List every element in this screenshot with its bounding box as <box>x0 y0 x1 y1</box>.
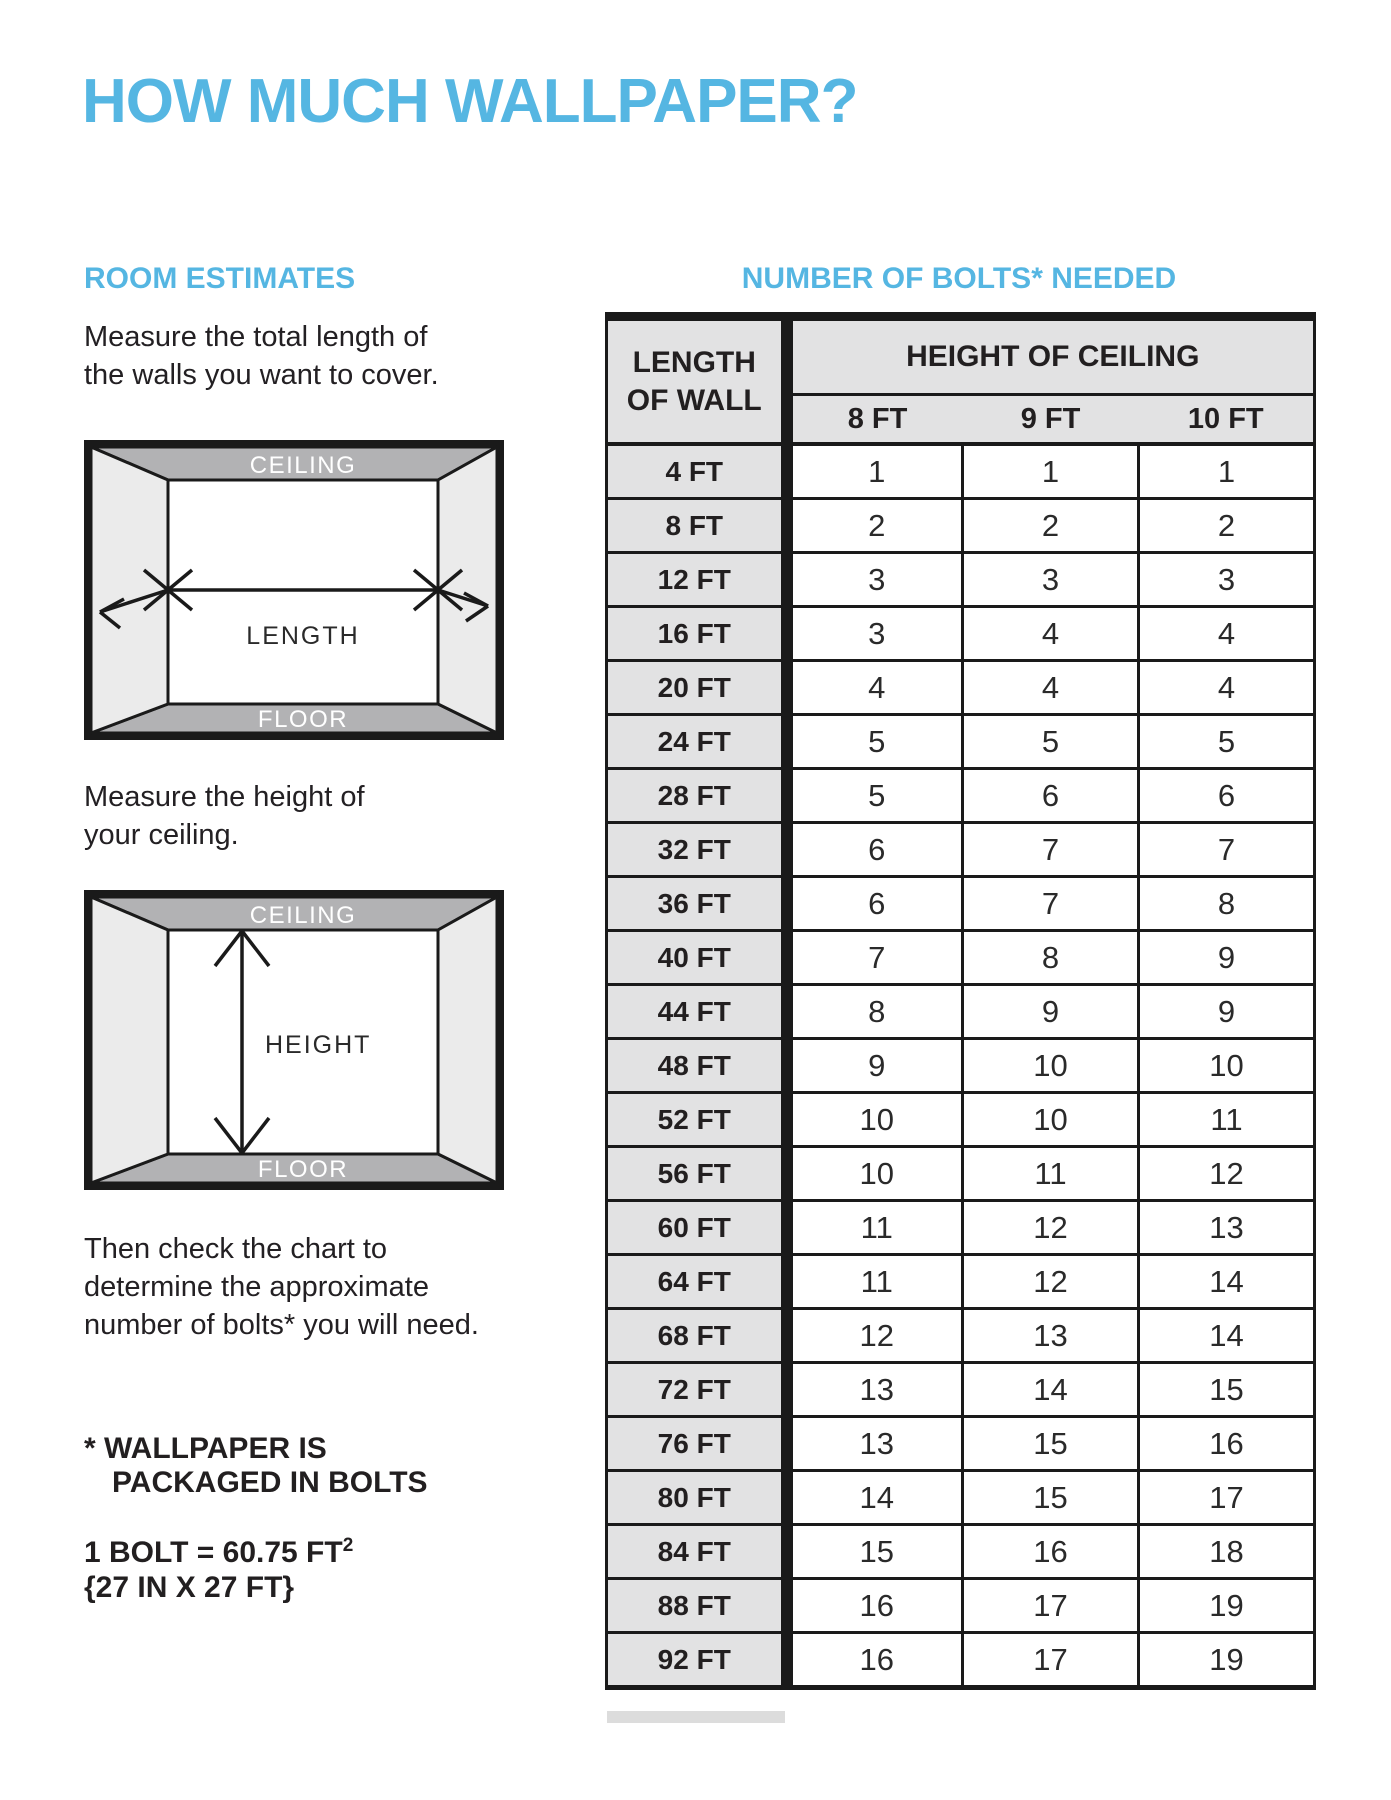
floor-label: FLOOR <box>257 1156 349 1183</box>
bolt-count-cell: 15 <box>963 1471 1139 1525</box>
bolt-count-cell: 8 <box>787 985 963 1039</box>
table-row <box>607 1255 1315 1309</box>
bolt-count-cell: 8 <box>963 931 1139 985</box>
table-row <box>607 553 1315 607</box>
bolts-needed-heading: NUMBER OF BOLTS* NEEDED <box>741 262 1177 295</box>
wall-length-label: 92 FT <box>607 1633 787 1688</box>
wall-length-label: 76 FT <box>607 1417 787 1471</box>
bolt-count-cell: 10 <box>1139 1039 1315 1093</box>
bolt-count-cell: 13 <box>1139 1201 1315 1255</box>
room-estimates-heading: ROOM ESTIMATES <box>84 262 356 295</box>
bolt-count-cell: 18 <box>1139 1525 1315 1579</box>
wall-length-label: 72 FT <box>607 1363 787 1417</box>
bolt-count-cell: 12 <box>963 1255 1139 1309</box>
bolt-count-cell: 11 <box>963 1147 1139 1201</box>
step1-text <box>84 318 439 394</box>
bolt-count-cell: 12 <box>963 1201 1139 1255</box>
ceiling-label: CEILING <box>249 902 357 929</box>
table-row <box>607 661 1315 715</box>
length-room-diagram <box>84 440 504 740</box>
bolt-count-cell: 9 <box>963 985 1139 1039</box>
bolt-count-cell: 15 <box>963 1417 1139 1471</box>
bolt-table-body <box>607 444 1315 1688</box>
step3-line2: determine the approximate <box>84 1271 429 1303</box>
wall-length-label: 40 FT <box>607 931 787 985</box>
wall-length-label: 28 FT <box>607 769 787 823</box>
footnote-line1: * WALLPAPER IS <box>84 1432 327 1465</box>
bolt-count-cell: 5 <box>963 715 1139 769</box>
table-row <box>607 1039 1315 1093</box>
table-row <box>607 607 1315 661</box>
step3-text <box>84 1230 479 1344</box>
wall-length-label: 24 FT <box>607 715 787 769</box>
bolt-count-cell: 7 <box>1139 823 1315 877</box>
bolt-count-cell: 5 <box>1139 715 1315 769</box>
table-row <box>607 1363 1315 1417</box>
bolts-footnote <box>84 1432 428 1500</box>
bolt-count-cell: 4 <box>963 661 1139 715</box>
table-row <box>607 1579 1315 1633</box>
bolt-count-cell: 7 <box>963 823 1139 877</box>
wall-length-label: 88 FT <box>607 1579 787 1633</box>
step1-line2: the walls you want to cover. <box>84 359 439 391</box>
bolt-count-cell: 16 <box>963 1525 1139 1579</box>
right-wall <box>438 447 497 733</box>
bolt-count-cell: 9 <box>787 1039 963 1093</box>
bolt-count-cell: 14 <box>963 1363 1139 1417</box>
bolt-count-cell: 11 <box>787 1255 963 1309</box>
table-row <box>607 931 1315 985</box>
table-row <box>607 1147 1315 1201</box>
wall-length-label: 44 FT <box>607 985 787 1039</box>
bolt-count-cell: 16 <box>787 1579 963 1633</box>
bolt-count-cell: 2 <box>1139 499 1315 553</box>
footnote-line2: PACKAGED IN BOLTS <box>112 1466 428 1499</box>
wall-length-label: 68 FT <box>607 1309 787 1363</box>
table-row <box>607 985 1315 1039</box>
bolt-count-cell: 3 <box>787 607 963 661</box>
table-row <box>607 715 1315 769</box>
wall-length-label: 32 FT <box>607 823 787 877</box>
col-header-9ft: 9 FT <box>963 395 1139 445</box>
bolt-count-cell: 1 <box>963 444 1139 499</box>
bolt-count-cell: 16 <box>787 1633 963 1688</box>
bolt-count-cell: 19 <box>1139 1633 1315 1688</box>
bolt-count-cell: 8 <box>1139 877 1315 931</box>
bolt-count-cell: 15 <box>787 1525 963 1579</box>
table-row <box>607 499 1315 553</box>
wall-length-label: 64 FT <box>607 1255 787 1309</box>
bolt-count-cell: 10 <box>787 1147 963 1201</box>
bolt-count-cell: 3 <box>1139 553 1315 607</box>
bolt-count-cell: 3 <box>963 553 1139 607</box>
bolt-count-cell: 19 <box>1139 1579 1315 1633</box>
table-row <box>607 1417 1315 1471</box>
bolt-count-cell: 13 <box>963 1309 1139 1363</box>
table-bottom-gray-strip <box>607 1711 785 1723</box>
wall-length-label: 8 FT <box>607 499 787 553</box>
bolt-count-cell: 14 <box>787 1471 963 1525</box>
table-row <box>607 1309 1315 1363</box>
bolt-count-cell: 5 <box>787 769 963 823</box>
table-row <box>607 1525 1315 1579</box>
wall-length-label: 12 FT <box>607 553 787 607</box>
bolt-count-cell: 7 <box>963 877 1139 931</box>
table-row <box>607 1201 1315 1255</box>
bolt-count-cell: 17 <box>963 1633 1139 1688</box>
bolt-count-cell: 6 <box>963 769 1139 823</box>
floor-label: FLOOR <box>257 706 349 733</box>
step2-line2: your ceiling. <box>84 819 239 851</box>
bolt-count-cell: 11 <box>787 1201 963 1255</box>
bolt-count-cell: 17 <box>1139 1471 1315 1525</box>
col-header-10ft: 10 FT <box>1139 395 1315 445</box>
bolt-count-cell: 11 <box>1139 1093 1315 1147</box>
col-header-8ft: 8 FT <box>787 395 963 445</box>
bolt-count-cell: 6 <box>787 877 963 931</box>
bolt-count-cell: 1 <box>1139 444 1315 499</box>
bolt-count-cell: 17 <box>963 1579 1139 1633</box>
wall-length-label: 56 FT <box>607 1147 787 1201</box>
bolt-count-cell: 14 <box>1139 1255 1315 1309</box>
wall-length-label: 36 FT <box>607 877 787 931</box>
bolt-count-cell: 15 <box>1139 1363 1315 1417</box>
bolts-table <box>605 312 1313 1690</box>
length-of-wall-header: LENGTH OF WALL <box>607 317 787 445</box>
bolt-count-cell: 7 <box>787 931 963 985</box>
height-room-diagram <box>84 890 504 1190</box>
bolt-count-cell: 6 <box>1139 769 1315 823</box>
bolt-count-cell: 1 <box>787 444 963 499</box>
step2-line1: Measure the height of <box>84 781 365 813</box>
bolt-count-cell: 2 <box>787 499 963 553</box>
bolt-count-cell: 10 <box>963 1039 1139 1093</box>
bolt-count-cell: 3 <box>787 553 963 607</box>
bolt-size-note <box>84 1528 353 1605</box>
table-row <box>607 769 1315 823</box>
bolt-count-cell: 6 <box>787 823 963 877</box>
bolt-count-cell: 4 <box>963 607 1139 661</box>
right-wall <box>438 897 497 1183</box>
wall-length-label: 20 FT <box>607 661 787 715</box>
ceiling-label: CEILING <box>249 452 357 479</box>
bolt-count-cell: 16 <box>1139 1417 1315 1471</box>
table-row <box>607 1471 1315 1525</box>
wall-length-label: 4 FT <box>607 444 787 499</box>
left-wall <box>91 897 168 1183</box>
wall-length-label: 16 FT <box>607 607 787 661</box>
table-row <box>607 823 1315 877</box>
wall-length-label: 80 FT <box>607 1471 787 1525</box>
bolt-count-cell: 4 <box>1139 661 1315 715</box>
bolt-size-line2: {27 IN X 27 FT} <box>84 1571 295 1604</box>
height-label: HEIGHT <box>265 1031 372 1059</box>
height-of-ceiling-header: HEIGHT OF CEILING <box>787 317 1315 395</box>
back-wall <box>168 480 438 704</box>
step1-line1: Measure the total length of <box>84 321 428 353</box>
bolt-count-cell: 9 <box>1139 931 1315 985</box>
bolt-count-cell: 10 <box>963 1093 1139 1147</box>
table-row <box>607 444 1315 499</box>
bolt-count-cell: 12 <box>1139 1147 1315 1201</box>
step3-line3: number of bolts* you will need. <box>84 1309 479 1341</box>
table-row <box>607 1633 1315 1688</box>
squared-superscript: 2 <box>342 1535 354 1556</box>
bolt-count-cell: 13 <box>787 1417 963 1471</box>
length-label: LENGTH <box>246 622 360 650</box>
bolt-count-cell: 2 <box>963 499 1139 553</box>
wall-length-label: 48 FT <box>607 1039 787 1093</box>
bolt-count-cell: 10 <box>787 1093 963 1147</box>
bolt-count-cell: 9 <box>1139 985 1315 1039</box>
table-row <box>607 877 1315 931</box>
left-wall <box>91 447 168 733</box>
wall-length-label: 52 FT <box>607 1093 787 1147</box>
step2-text <box>84 778 365 854</box>
bolt-count-cell: 4 <box>787 661 963 715</box>
bolt-count-cell: 14 <box>1139 1309 1315 1363</box>
wall-length-label: 84 FT <box>607 1525 787 1579</box>
bolt-count-cell: 13 <box>787 1363 963 1417</box>
bolt-count-cell: 4 <box>1139 607 1315 661</box>
bolt-count-cell: 5 <box>787 715 963 769</box>
bolt-count-cell: 12 <box>787 1309 963 1363</box>
wall-length-label: 60 FT <box>607 1201 787 1255</box>
table-row <box>607 1093 1315 1147</box>
bolt-size-line1: 1 BOLT = 60.75 $FT^2$ <box>84 1535 354 1569</box>
page-title: HOW MUCH WALLPAPER? <box>82 67 858 136</box>
step3-line1: Then check the chart to <box>84 1233 388 1265</box>
